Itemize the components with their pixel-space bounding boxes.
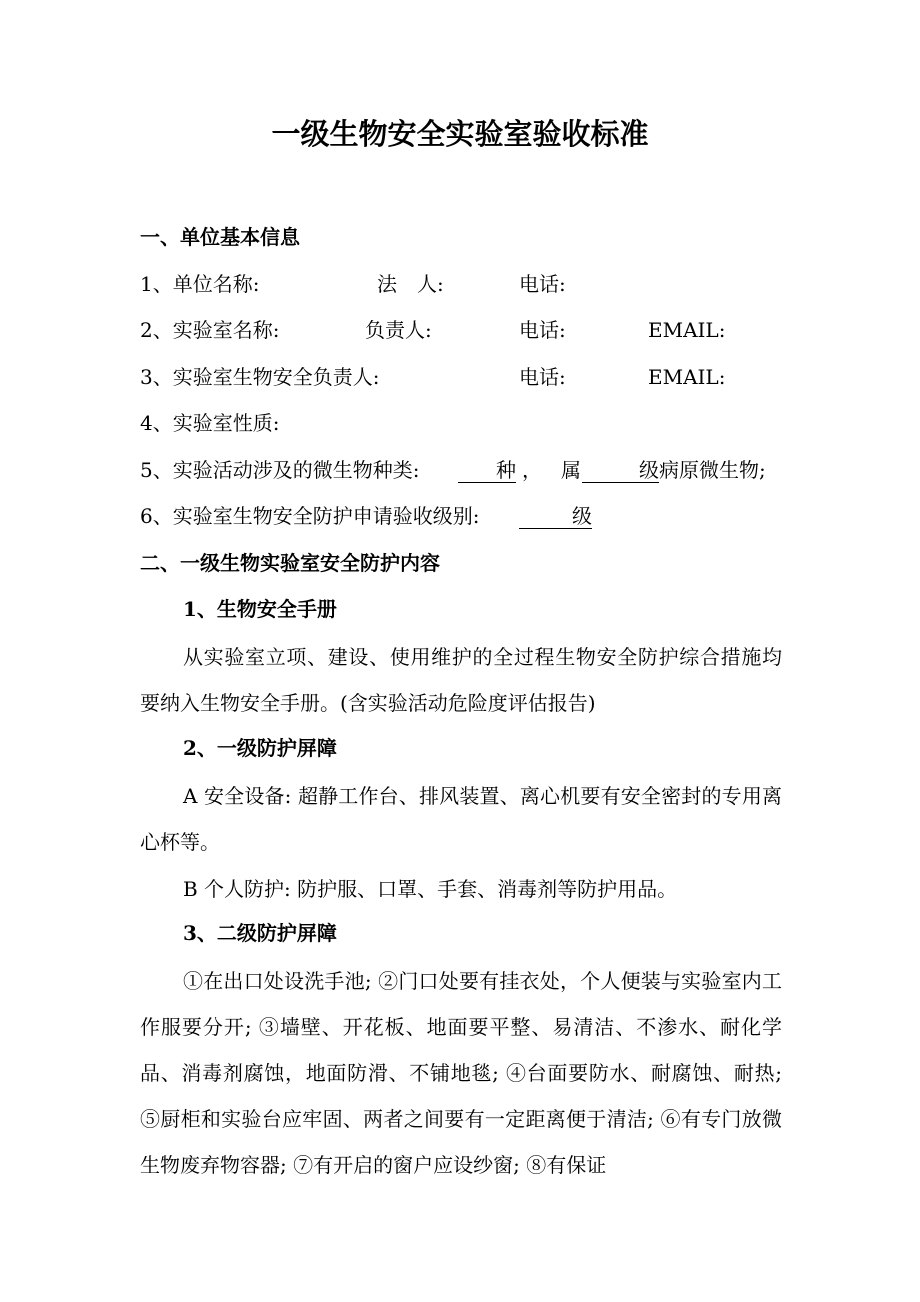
- species-count-blank: [458, 456, 516, 484]
- pathogen-level-blank: [582, 456, 659, 484]
- lab-email-label: EMAIL:: [648, 318, 726, 342]
- biosafety-email-label: EMAIL:: [648, 365, 726, 389]
- biosafety-head-label: 3、实验室生物安全负责人:: [140, 365, 380, 389]
- legal-person-label: 法 人:: [377, 272, 444, 296]
- separator-comma: ，: [522, 458, 542, 482]
- lab-nature-label: 4、实验室性质:: [140, 411, 280, 435]
- subheading-primary-barrier: 2、一级防护屏障: [183, 736, 337, 760]
- paragraph-safety-equipment: A 安全设备: 超静工作台、排风装置、离心机要有安全密封的专用离心杯等。: [140, 784, 782, 854]
- pathogen-level-unit: 级: [582, 458, 659, 483]
- lab-name-label: 2、实验室名称:: [140, 318, 280, 342]
- paragraph-secondary-barrier: ①在出口处设洗手池; ②门口处要有挂衣处，个人便装与实验室内工作服要分开; ③墙壁、开花板、地面要平整、易清洁、不渗水、耐化学品、消毒剂腐蚀，地面防滑、不铺地毯; ④台面要防水、耐腐蚀、耐热; ⑤厨柜和实验台应牢固、两者之间要有一定距离便于清洁; ⑥有专门放微生物废弃物容器; ⑦有开启的窗户应设纱窗; ⑧有保证: [140, 969, 782, 1177]
- species-unit: 种: [458, 458, 516, 483]
- section-heading-basic-info: 一、单位基本信息: [140, 225, 300, 249]
- paragraph-biosafety-manual: 从实验室立项、建设、使用维护的全过程生物安全防护综合措施均要纳入生物安全手册。(含实验活动危险度评估报告): [140, 645, 782, 715]
- microorganism-types-label: 5、实验活动涉及的微生物种类:: [140, 458, 420, 482]
- section-heading-protection: 二、一级生物实验室安全防护内容: [140, 551, 440, 575]
- unit-name-label: 1、单位名称:: [140, 272, 260, 296]
- unit-phone-label: 电话:: [519, 272, 566, 296]
- subheading-secondary-barrier: 3、二级防护屏障: [183, 921, 337, 945]
- document-title: 一级生物安全实验室验收标准: [271, 117, 649, 151]
- belongs-label: 属: [561, 458, 581, 482]
- pathogen-tail: 病原微生物;: [659, 458, 766, 482]
- lab-head-label: 负责人:: [365, 318, 432, 342]
- apply-level-label: 6、实验室生物安全防护申请验收级别:: [140, 504, 480, 528]
- apply-level-unit: 级: [519, 504, 592, 529]
- lab-phone-label: 电话:: [519, 318, 566, 342]
- apply-level-blank: [519, 502, 592, 530]
- paragraph-personal-protection: B 个人防护: 防护服、口罩、手套、消毒剂等防护用品。: [183, 877, 678, 901]
- biosafety-phone-label: 电话:: [519, 365, 566, 389]
- subheading-biosafety-manual: 1、生物安全手册: [183, 597, 337, 621]
